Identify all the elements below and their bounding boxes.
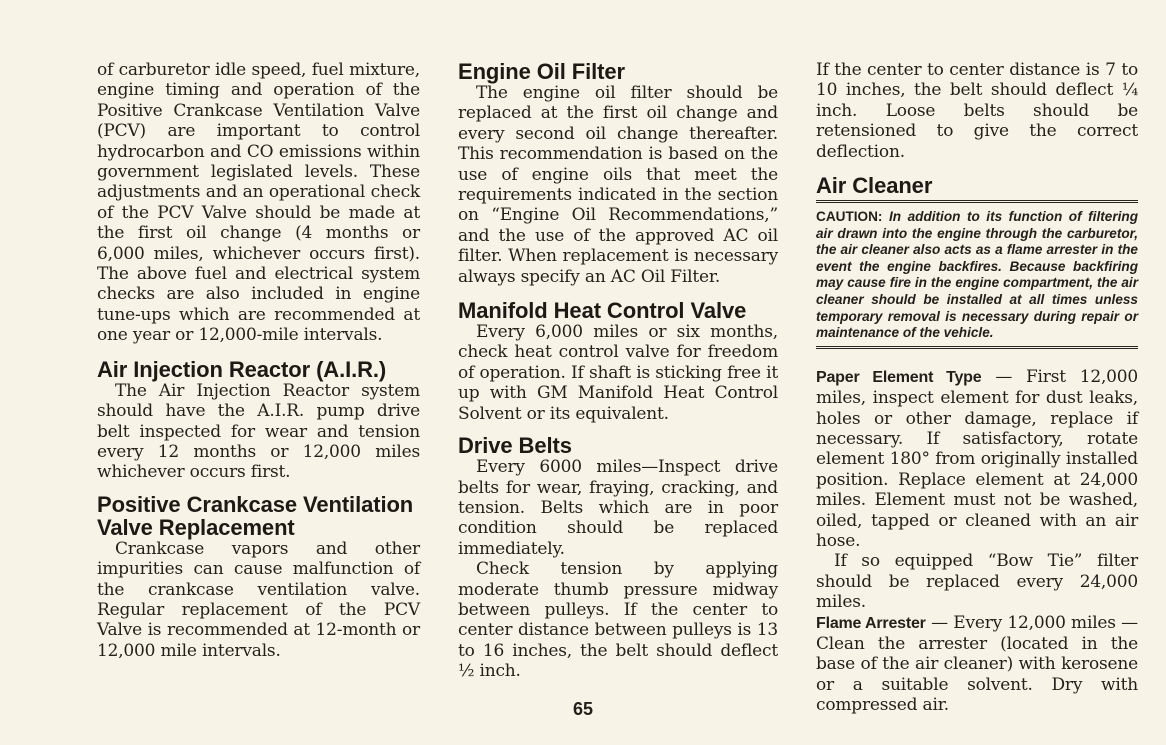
caution-label: CAUTION: [816, 209, 883, 225]
paper-element-label: Paper Element Type [816, 368, 982, 386]
caution-text: In addition to its function of filtering air drawn into the engine through the carburetor, the air cleaner also acts as a flame arrester in the event the engine backfires. Because backfiring may cause fire in the engine compartment, the air cleaner should be installed at all times unless temporary removal is necessary during repair or maintenance of the vehicle. [816, 209, 1138, 341]
caution-rule-top [816, 200, 1138, 203]
flame-arrester-label: Flame Arrester [816, 614, 926, 632]
column-right [816, 60, 1138, 716]
bow-tie-paragraph: If so equipped “Bow Tie” filter should be replaced every 24,000 miles. [816, 551, 1138, 613]
paper-element-text: — First 12,000 miles, inspect element for dust leaks, holes or other damage, replace if necessary. If satisfactory, rotate element 180° from originally installed position. Replace element at 24,000 miles. Element must not be washed, oiled, tapped or cleaned with an air hose. [816, 366, 1138, 552]
air-cleaner-heading: Air Cleaner [816, 173, 933, 199]
flame-arrester-text: — Every 12,000 miles —Clean the arrester (located in the base of the air cleaner) with kerosene or a suitable solvent. Dry with compressed air. [816, 612, 1138, 716]
caution-box [816, 209, 1138, 342]
page-number: 65 [572, 699, 594, 719]
drive-belts-heading: Drive Belts [458, 433, 572, 459]
air-injection-paragraph: The Air Injection Reactor system should have the A.I.R. pump drive belt inspected for wear and tension every 12 months or 12,000 miles whichever occurs first. [97, 380, 420, 483]
drive-belts-paragraph-1: Every 6000 miles—Inspect drive belts for wear, fraying, cracking, and tension. Belts which are in poor condition should be replaced immediately. [458, 457, 778, 559]
intro-paragraph: of carburetor idle speed, fuel mixture, engine timing and operation of the Positive Crankcase Ventilation Valve (PCV) are important to control hydrocarbon and CO emissions within government legislated levels. These adjustments and an operational check of the PCV Valve should be made at the first oil change (4 months or 6,000 miles, whichever occurs first). The above fuel and electrical system checks are also included in engine tune-ups which are recommended at one year or 12,000-mile intervals. [97, 60, 420, 346]
manifold-heat-paragraph: Every 6,000 miles or six months, check heat control valve for freedom of operation. If shaft is sticking free it up with GM Manifold Heat Control Solvent or its equivalent. [458, 322, 778, 424]
column-left [97, 60, 420, 661]
pcv-replacement-paragraph: Crankcase vapors and other impurities can cause malfunction of the crankcase ventilation valve. Regular replacement of the PCV Valve is recommended at 12-month or 12,000 mile intervals. [97, 538, 420, 661]
engine-oil-filter-heading: Engine Oil Filter [458, 59, 625, 84]
paper-element-paragraph [816, 367, 1138, 552]
column-middle [458, 60, 778, 682]
engine-oil-filter-paragraph: The engine oil filter should be replaced at the first oil change and every second oil change thereafter. This recommendation is based on the use of engine oils that meet the requirements indicated in the section on “Engine Oil Recommendations,” and the use of the approved AC oil filter. When replacement is necessary always specify an AC Oil Filter. [458, 83, 778, 287]
caution-rule-bottom [816, 346, 1138, 349]
drive-belts-paragraph-2: Check tension by applying moderate thumb pressure midway between pulleys. If the center to center distance between pulleys is 13 to 16 inches, the belt should deflect ½ inch. [458, 559, 778, 682]
pcv-replacement-heading: Positive Crankcase Ventilation Valve Replacement [97, 491, 414, 540]
air-injection-heading: Air Injection Reactor (A.I.R.) [97, 356, 387, 382]
manifold-heat-heading: Manifold Heat Control Valve [458, 298, 747, 324]
drive-belts-continued-paragraph: If the center to center distance is 7 to 10 inches, the belt should deflect ¼ inch. Loose belts should be retensioned to give the correct deflection. [816, 60, 1138, 162]
